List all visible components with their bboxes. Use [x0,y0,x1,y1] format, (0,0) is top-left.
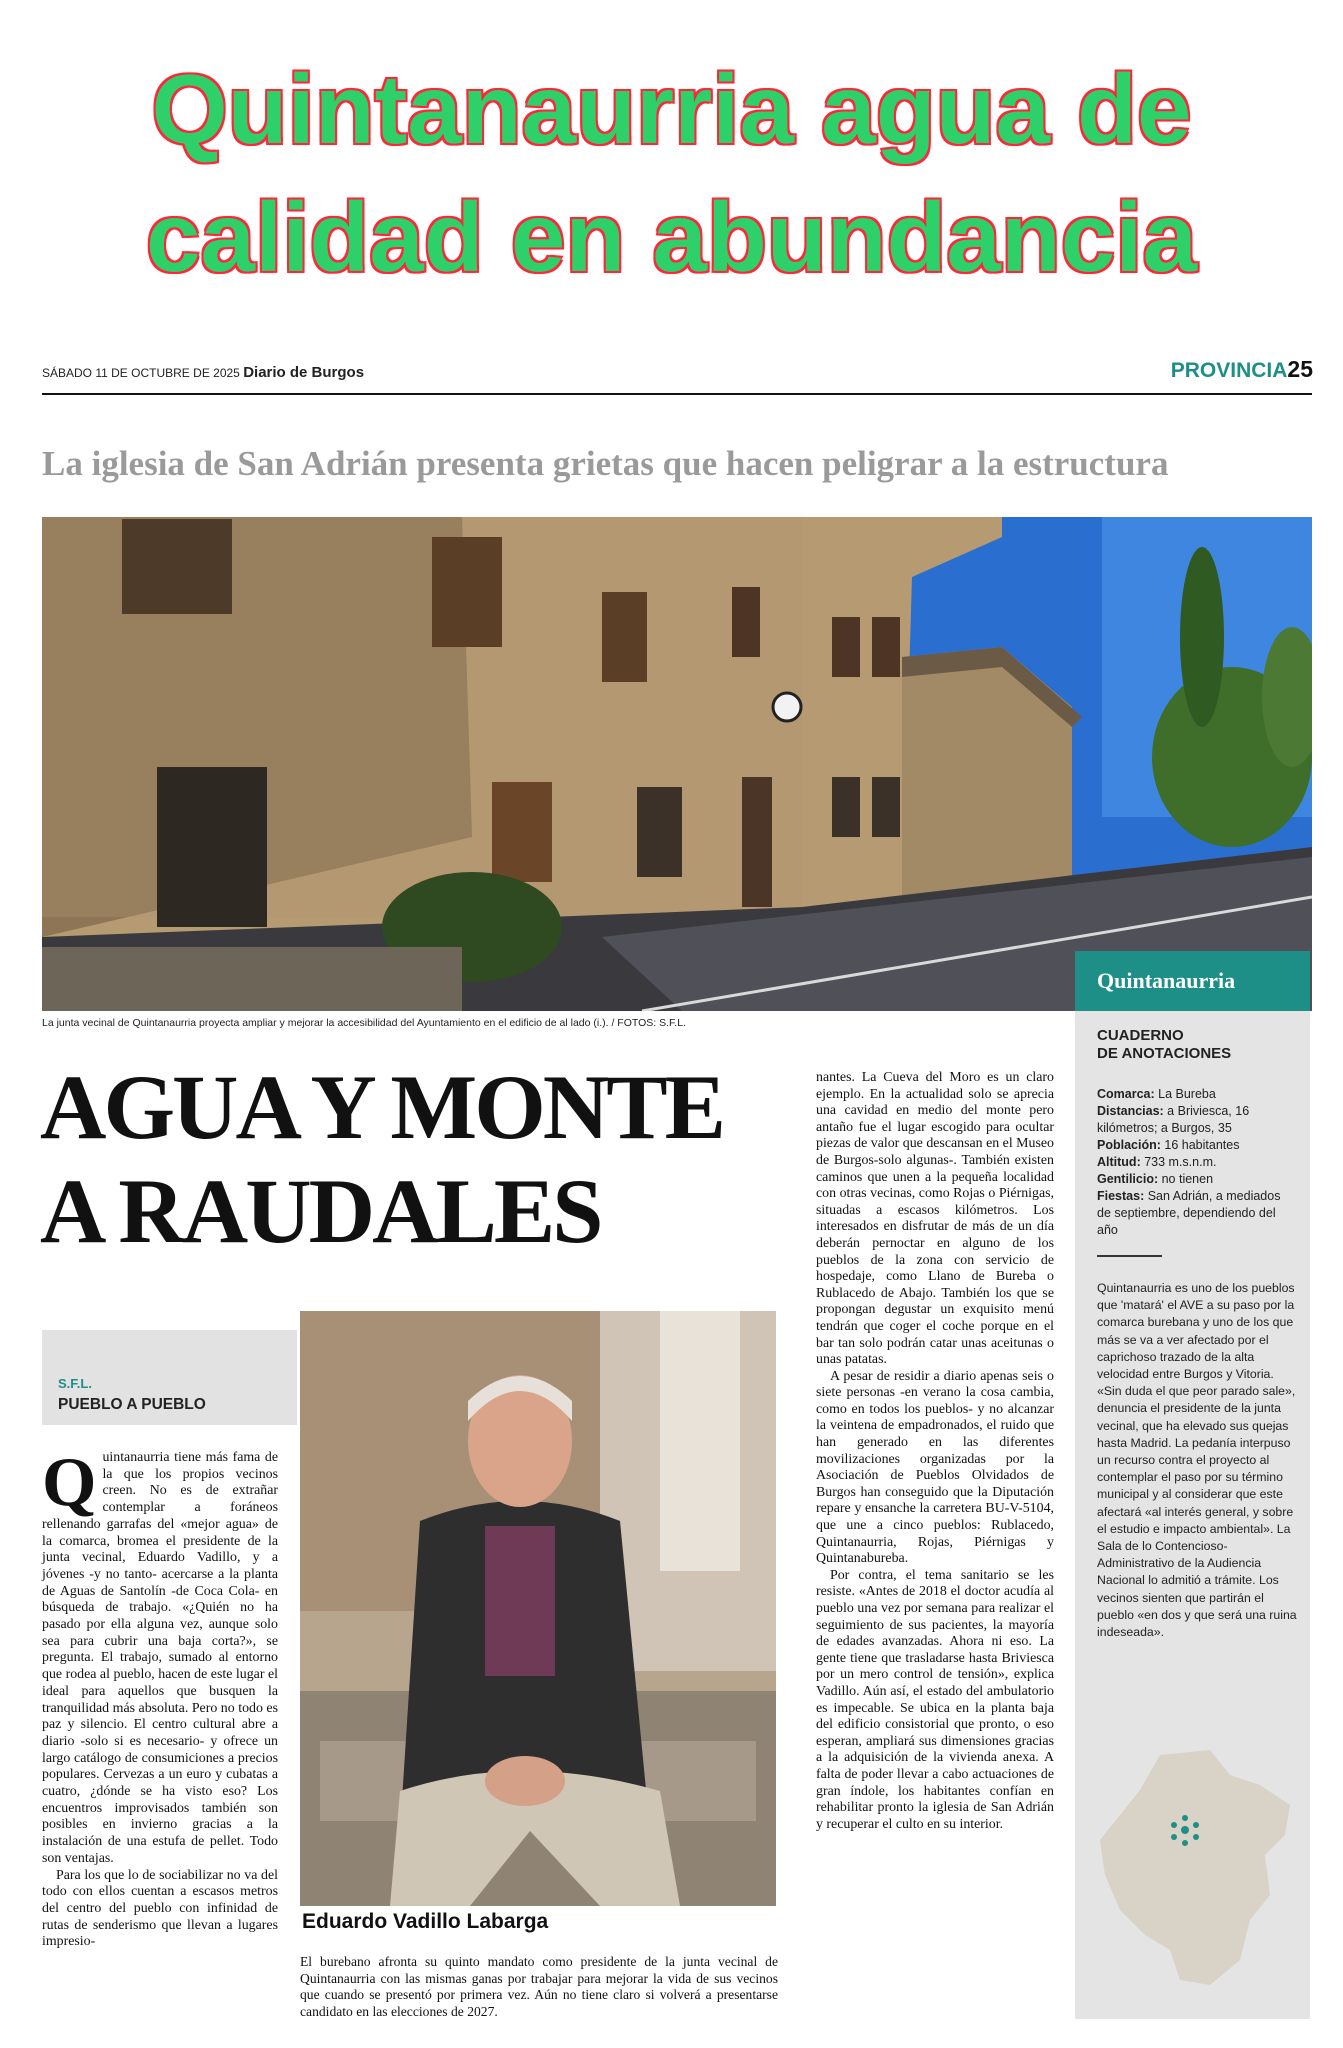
sidebar-title [1097,1027,1231,1063]
col1-paragraph-1: uintanaurria tiene más fama de la que los propios vecinos creen. No es de extrañar contemplar a foráneos rellenando garrafas del «mejor agua» de la comarca, bromea el presidente de la junta vecinal, Eduardo Vadillo, y a jóvenes -y no tanto- acercarse a la planta de Aguas de Santolín -de Coca Cola- en búsqueda de trabajo. «¿Quién no ha pasado por ella alguna vez, aunque solo sea para cubrir una baja corta?», se pregunta. El trabajo, sumado al entorno que rodea al pueblo, hacen de este lugar el ideal para aquellos que busquen la tranquilidad más absoluta. Pero no todo es paz y silencio. El centro cultural abre a diario -solo si es necesario- y ofrece un largo catálogo de consumiciones a precios populares. Cervezas a un euro y cubatas a cuatro, ¿dónde se ha visto eso? Los encuentros improvisados también son posibles en invierno gracias a la instalación de una estufa de pellet. Todo son ventajas. [42,1450,278,1866]
drop-cap: Q [42,1444,97,1521]
fact-row [1097,1086,1297,1103]
col3-paragraph-2: A pesar de residir a diario apenas seis o siete personas -en verano la cosa cambia, como en todos los pueblos- y no alcanzar la veintena de empadronados, el ruido que han generado en las diferentes movilizaciones organizadas por la Asociación de Pueblos Olvidados de Burgos han conseguido que la Diputación repare y ensanche la carretera BU-V-5104, que une a cinco pueblos: Rublacedo, Quintanaurria, Rojas, Piérnigas y Quintanabureba. [816,1368,1054,1567]
section-name: PROVINCIA [1170,359,1288,382]
section-label: PUEBLO A PUEBLO [58,1396,206,1413]
sidebar-facts [1097,1086,1297,1239]
col3-paragraph-1: nantes. La Cueva del Moro es un claro ejemplo. En la actualidad solo se aprecia una cavidad en medio del monte pero antaño fue el lugar escogido para ocultar piezas de valor que descansan en el Museo de Burgos-solo algunas-. También existen caminos que unen a la pequeña localidad con otras vecinas, como Rojas o Piérnigas, situadas a escasos kilómetros. Los interesados en disfrutar de más de un día deberán pernoctar en alguno de los pueblos de la zona con servicio de hospedaje, como Llano de Bureba o Rublacedo de Abajo. También los que se propongan degustar un exquisito menú tendrán que coger el coche porque en el bar tan solo podrán catar unas aceitunas o unas patatas. [816,1070,1054,1368]
issue-date: SÁBADO 11 DE OCTUBRE DE 2025 [42,366,240,380]
fact-label: Comarca: [1097,1087,1155,1101]
town-street-photo [42,517,1312,1011]
sidebar-title-line2: DE ANOTACIONES [1097,1045,1232,1062]
fact-value: no tienen [1158,1172,1214,1186]
photo-caption: La junta vecinal de Quintanaurria proyecta ampliar y mejorar la accesibilidad del Ayuntamiento en el edificio de al lado (i.). / FOTOS: S.F.L. [42,1017,686,1029]
banner-title-line1: Quintanaurria agua de [151,53,1192,164]
sidebar-body-text: Quintanaurria es uno de los pueblos que 'matará' el AVE a su paso por la comarca burebana y uno de los que más se va a ver afectado por el caprichoso trazado de la alta velocidad entre Burgos y Vitoria. «Sin duda el que peor parado sale», denuncia el presidente de la junta vecinal, que ha elevado sus quejas hasta Madrid. La pedanía interpuso un recurso contra el proyecto al contemplar el paso por su término municipal y al considerar que este afectará «al interés general, y sobre el estudio e impacto ambiental». La Sala de lo Contencioso-Administrativo de la Audiencia Nacional lo admitió a trámite. Los vecinos sienten que partirán el pueblo «en dos y que será una ruina indeseada». [1097,1281,1297,1640]
fact-value: La Bureba [1154,1087,1216,1101]
fact-label: Fiestas: [1097,1189,1145,1203]
article-column-3 [816,1070,1054,1833]
article-kicker: La iglesia de San Adrián presenta grietas que hacen peligrar a la estructura [42,444,1169,483]
fact-label: Distancias: [1097,1104,1164,1118]
fact-value: 16 habitantes [1160,1138,1240,1152]
sidebar-divider [1097,1255,1162,1257]
fact-label: Gentilicio: [1097,1172,1159,1186]
fact-value: a Briviesca, 16 kilómetros; a Burgos, 35 [1097,1104,1250,1135]
banner-title-line2: calidad en abundancia [145,181,1198,292]
newspaper-date-line [42,364,364,381]
headline-line1: AGUA Y MONTE [40,1056,723,1158]
province-map-icon [1090,1745,1300,1995]
fact-label: Población: [1097,1138,1161,1152]
col1-paragraph-2: Para los que lo de sociabilizar no va del todo con ellos cuentan a escasos metros del centro del pueblo con infinidad de rutas de senderismo que llevan a lugares impresio- [42,1867,278,1950]
fact-value: San Adrián, a mediados de septiembre, dependiendo del año [1097,1189,1281,1237]
article-headline [40,1055,723,1263]
portrait-caption: El burebano afronta su quinto mandato como presidente de la junta vecinal de Quintanaurria con las mismas ganas por trabajar para mejorar la vida de sus vecinos que cuando se presentó por primera vez. Aún no tiene claro si volverá a presentarse candidato en las elecciones de 2027. [300,1954,778,2019]
portrait-photo [300,1311,776,1906]
fact-row [1097,1154,1297,1171]
fact-row [1097,1103,1297,1137]
fact-label: Altitud: [1097,1155,1141,1169]
portrait-name: Eduardo Vadillo Labarga [302,1910,549,1933]
page-number: 25 [1287,356,1313,382]
author-byline: S.F.L. [58,1376,92,1391]
section-page-label [1171,356,1313,383]
title-banner [0,0,1343,345]
fact-value: 733 m.s.n.m. [1140,1155,1217,1169]
fact-row [1097,1171,1297,1188]
article-column-1 [42,1444,278,1951]
header-rule [42,393,1312,395]
headline-line2: A RAUDALES [40,1160,601,1262]
sidebar-title-line1: CUADERNO [1097,1027,1184,1044]
fact-row [1097,1137,1297,1154]
sidebar-town-tab: Quintanaurria [1075,951,1310,1011]
fact-row [1097,1188,1297,1239]
newspaper-name: Diario de Burgos [243,364,365,381]
col3-paragraph-3: Por contra, el tema sanitario se les resiste. «Antes de 2018 el doctor acudía al pueblo una vez por semana para realizar el seguimiento de sus pacientes, la mayoría de edades avanzadas. Ahora ni eso. La gente tiene que trasladarse hasta Briviesca por un mero control de tensión», explica Vadillo. Aún así, el estado del ambulatorio es impecable. Se ubica en la planta baja del edificio consistorial que pronto, o eso esperan, ampliará sus dimensiones gracias a la adquisición de la vivienda anexa. A falta de poder llevar a cabo actuaciones de gran índole, los habitantes confían en rehabilitar pronto la iglesia de San Adrián y recuperar el culto en su interior. [816,1567,1054,1832]
